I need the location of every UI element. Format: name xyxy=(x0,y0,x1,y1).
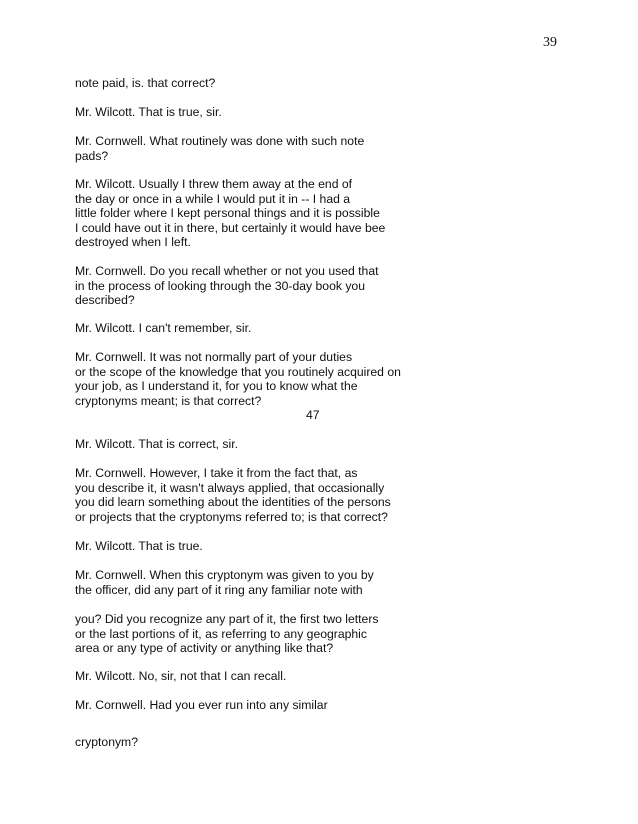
paragraph-4-line: Mr. Wilcott. Usually I threw them away at the end of xyxy=(75,177,353,191)
paragraph-10-line: Mr. Wilcott. That is true. xyxy=(75,539,203,553)
paragraph-14-line: Mr. Cornwell. Had you ever run into any similar xyxy=(75,698,328,712)
paragraph-11-line: Mr. Cornwell. When this cryptonym was given to you by xyxy=(75,568,374,582)
paragraph-4-line: the day or once in a while I would put it in -- I had a xyxy=(75,191,351,206)
page-number: 39 xyxy=(543,35,557,50)
paragraph-12-line: or the last portions of it, as referring to any geographic xyxy=(75,626,367,641)
paragraph-5-line: Mr. Cornwell. Do you recall whether or not you used that xyxy=(75,264,379,278)
paragraph-7-line: your job, as I understand it, for you to know what the xyxy=(75,379,358,393)
paragraph-12-line: you? Did you recognize any part of it, the first two letters xyxy=(75,612,379,626)
paragraph-12-line: area or any type of activity or anything like that? xyxy=(75,641,334,655)
inner-page-number: 47 xyxy=(306,408,320,422)
paragraph-4-line: I could have out it in there, but certainly it would have bee xyxy=(75,220,386,235)
paragraph-4-line: little folder where I kept personal things and it is possible xyxy=(75,206,380,220)
paragraph-7-line: cryptonyms meant; is that correct? xyxy=(75,393,262,408)
paragraph-9-line: or projects that the cryptonyms referred to; is that correct? xyxy=(75,509,388,524)
paragraph-13-line: Mr. Wilcott. No, sir, not that I can recall. xyxy=(75,669,287,683)
paragraph-9-line: Mr. Cornwell. However, I take it from the fact that, as xyxy=(75,466,358,480)
paragraph-1-line: note paid, is. that correct? xyxy=(75,76,216,90)
paragraph-3-line: Mr. Cornwell. What routinely was done with such note xyxy=(75,134,365,148)
paragraph-9-line: you did learn something about the identities of the persons xyxy=(75,495,391,509)
paragraph-4-line: destroyed when I left. xyxy=(75,235,191,249)
paragraph-15-line: cryptonym? xyxy=(75,735,138,749)
paragraph-3-line: pads? xyxy=(75,148,109,163)
paragraph-5-line: described? xyxy=(75,293,135,307)
paragraph-6-line: Mr. Wilcott. I can't remember, sir. xyxy=(75,321,252,335)
paragraph-7-line: Mr. Cornwell. It was not normally part of your duties xyxy=(75,350,353,364)
paragraph-11-line: the officer, did any part of it ring any familiar note with xyxy=(75,582,363,597)
paragraph-8-line: Mr. Wilcott. That is correct, sir. xyxy=(75,437,238,451)
paragraph-2-line: Mr. Wilcott. That is true, sir. xyxy=(75,105,222,119)
paragraph-9-line: you describe it, it wasn't always applied, that occasionally xyxy=(75,480,385,495)
paragraph-5-line: in the process of looking through the 30-day book you xyxy=(75,278,365,293)
paragraph-7-line: or the scope of the knowledge that you routinely acquired on xyxy=(75,364,401,379)
